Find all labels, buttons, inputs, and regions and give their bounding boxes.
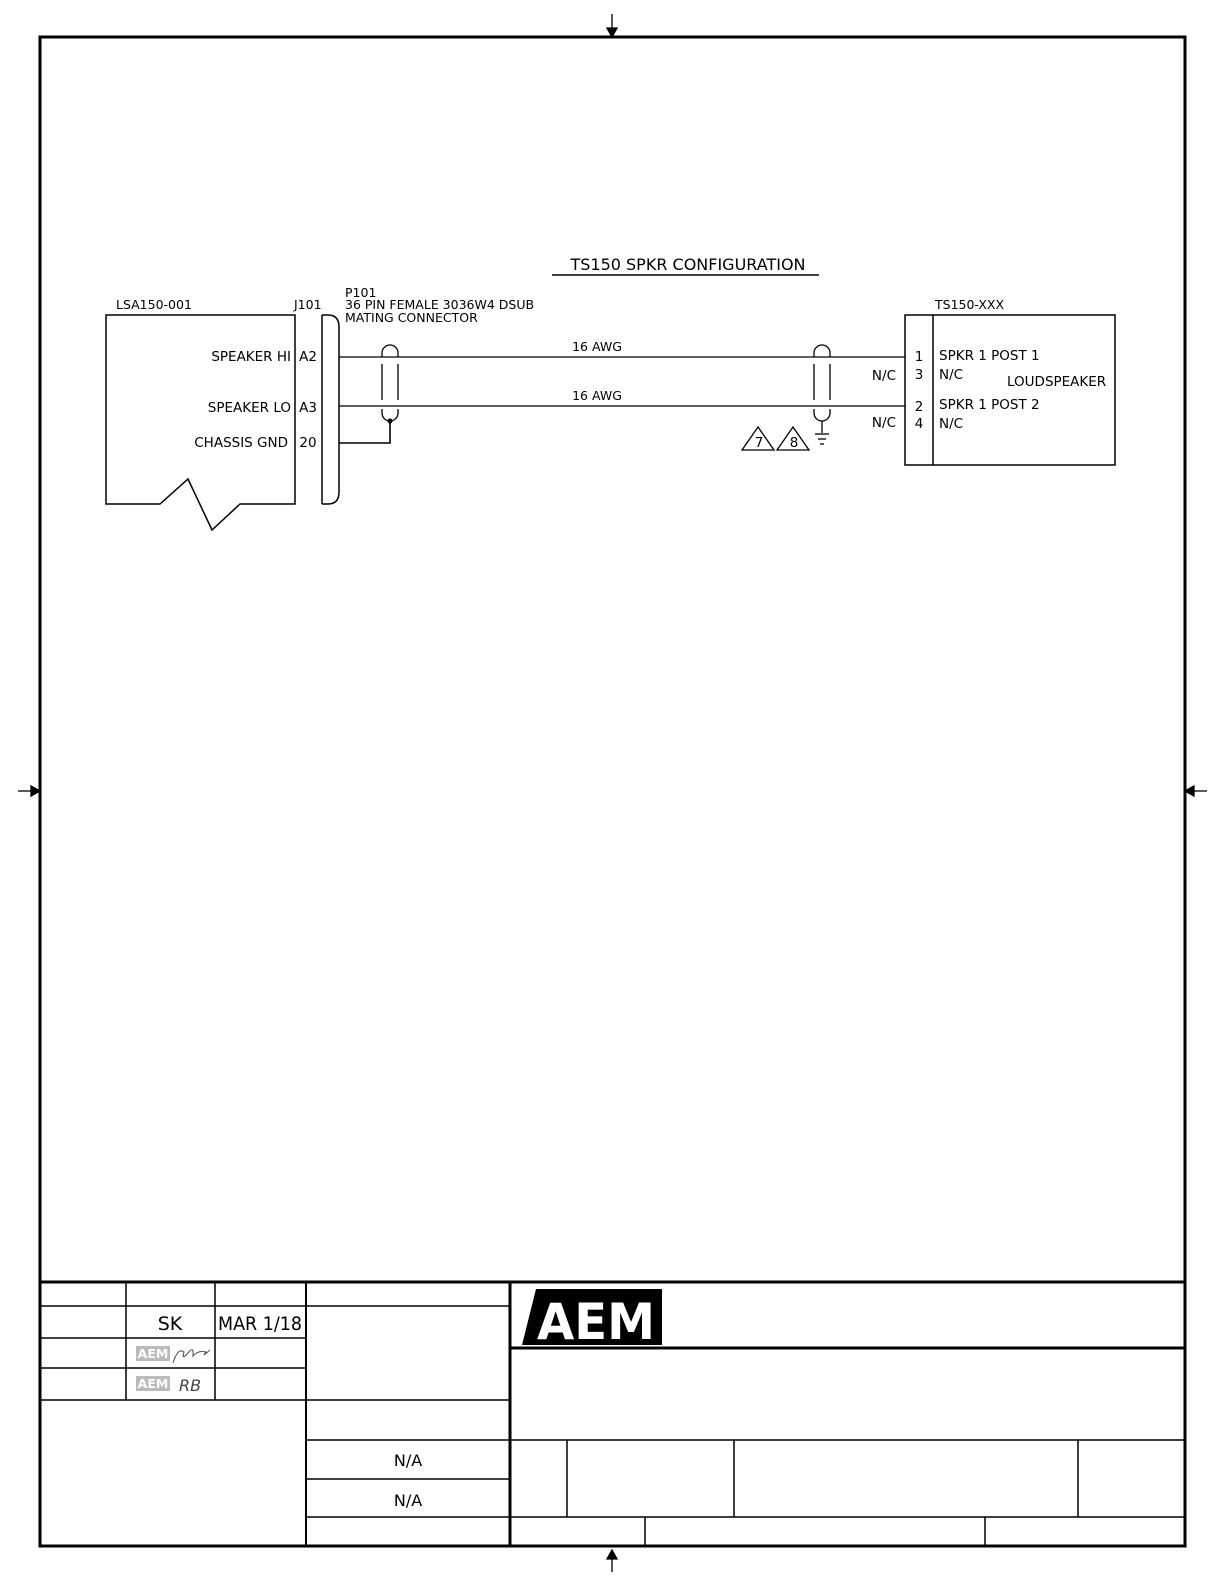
dest-pin-number: 3 (914, 367, 924, 383)
external-nc-label: N/C (871, 368, 896, 384)
ground-symbol-icon (815, 421, 829, 444)
source-unit-body (106, 315, 295, 530)
drain-wire-chassis (339, 421, 390, 443)
pin-number-a3: A3 (299, 400, 317, 416)
approval-signature-2 (136, 1376, 201, 1395)
dest-unit-description: LOUDSPEAKER (1007, 374, 1107, 390)
dest-unit-body (905, 315, 1115, 465)
dest-unit-name: TS150-XXX (935, 297, 1005, 312)
aem-logo (522, 1289, 662, 1351)
dest-pin-label: N/C (939, 416, 964, 432)
dest-pin-label: SPKR 1 POST 1 (939, 348, 1040, 364)
dest-pin-label: N/C (939, 367, 964, 383)
wire-gauge-label: 16 AWG (572, 388, 622, 403)
note-number: 8 (789, 435, 799, 451)
svg-text:RB: RB (178, 1376, 202, 1395)
mating-connector-ref: P101 (345, 285, 377, 300)
approval-signature-1 (136, 1346, 210, 1363)
svg-text:AEM: AEM (537, 1293, 655, 1351)
dest-pin-number: 4 (914, 416, 924, 432)
source-unit-name: LSA150-001 (116, 297, 192, 312)
pin-label-speaker-hi: SPEAKER HI (211, 349, 291, 365)
dest-pin-number: 2 (914, 399, 924, 415)
svg-text:AEM: AEM (137, 1346, 169, 1361)
wire-gauge-label: 16 AWG (572, 339, 622, 354)
dest-pin-label: SPKR 1 POST 2 (939, 397, 1040, 413)
pin-number-a2: A2 (299, 349, 317, 365)
mating-connector-desc: 36 PIN FEMALE 3036W4 DSUB (345, 297, 535, 312)
scale-value: N/A (393, 1451, 423, 1470)
source-connector-ref: J101 (294, 297, 322, 312)
pin-label-speaker-lo: SPEAKER LO (207, 400, 291, 416)
dest-pin-number: 1 (914, 349, 924, 365)
connector-p101-shell (322, 315, 339, 504)
drawn-by-initials: SK (157, 1313, 183, 1335)
note-number: 7 (754, 435, 764, 451)
size-value: N/A (393, 1491, 423, 1510)
external-nc-label: N/C (871, 415, 896, 431)
drawn-date: MAR 1/18 (218, 1313, 302, 1335)
diagram-title: TS150 SPKR CONFIGURATION (570, 255, 806, 274)
svg-text:AEM: AEM (137, 1376, 169, 1391)
pin-number-20: 20 (299, 435, 317, 451)
pin-label-chassis-gnd: CHASSIS GND (194, 435, 288, 451)
mating-connector-desc-2: MATING CONNECTOR (345, 310, 478, 325)
